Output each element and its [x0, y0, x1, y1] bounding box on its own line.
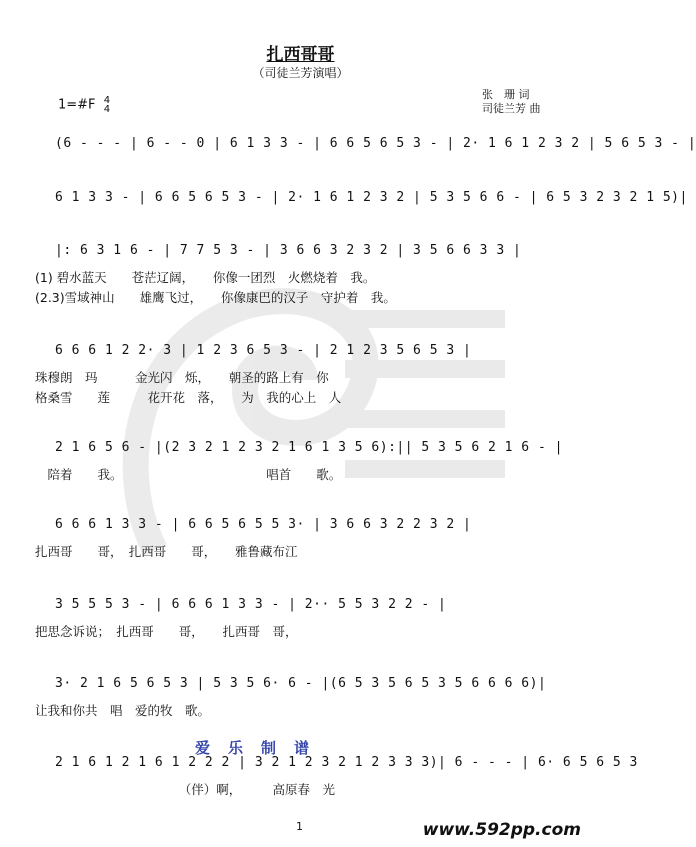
time-denominator: 4	[103, 104, 111, 115]
composer-credit: 司徒兰芳 曲	[482, 102, 541, 115]
lyric-line: 格桑雪 莲 花开花 落， 为 我的心上 人	[35, 390, 342, 405]
notation-row: 6 6 6 1 3 3 - | 6 6 5 6 5 5 3· | 3 6 6 3 2 2 3 2 |	[55, 517, 472, 532]
notation-row: 3· 2 1 6 5 6 5 3 | 5 3 5 6· 6 - |(6 5 3 5 6 5 3 5 6 6 6 6)|	[55, 676, 547, 691]
time-numerator: 4	[103, 95, 111, 106]
notation-row: |: 6 3 1 6 - | 7 7 5 3 - | 3 6 6 3 2 3 2 | 3 5 6 6 3 3 |	[55, 243, 522, 258]
lyric-line: 陪着 我。 唱首 歌。	[35, 467, 342, 482]
lyric-line: 扎西哥 哥， 扎西哥 哥， 雅鲁藏布江	[35, 544, 298, 559]
notation-row: 2 1 6 5 6 - |(2 3 2 1 2 3 2 1 6 1 3 5 6):|| 5 3 5 6 2 1 6 - |	[55, 440, 563, 455]
lyric-line: 把思念诉说； 扎西哥 哥， 扎西哥 哥，	[35, 624, 298, 639]
song-title: 扎西哥哥	[266, 45, 335, 65]
performer-subtitle: （司徒兰芳演唱）	[252, 66, 349, 80]
lyric-line: （伴）啊， 高原春 光	[35, 782, 336, 797]
lyric-line: (1) 碧水蓝天 苍茫辽阔， 你像一团烈 火燃烧着 我。	[35, 270, 376, 285]
website-watermark: www.592pp.com	[422, 820, 581, 840]
key-label: 1=#F	[58, 97, 96, 113]
notation-row: 3 5 5 5 3 - | 6 6 6 1 3 3 - | 2·· 5 5 3 2 2 - |	[55, 597, 447, 612]
page-number: 1	[296, 820, 303, 833]
lyric-line: 让我和你共 唱 爱的牧 歌。	[35, 703, 211, 718]
notation-row: (6 - - - | 6 - - 0 | 6 1 3 3 - | 6 6 5 6 5 3 - | 2· 1 6 1 2 3 2 | 5 6 5 3 - |	[55, 136, 696, 151]
time-signature	[104, 96, 110, 114]
key-signature	[58, 96, 110, 114]
notation-row: 2 1 6 1 2 1 6 1 2 2 2 | 3 2 1 2 3 2 1 2 3 3 3)| 6 - - - | 6· 6 5 6 5 3	[55, 755, 638, 770]
lyric-line: (2.3)雪域神山 雄鹰飞过， 你像康巴的汉子 守护着 我。	[35, 290, 396, 305]
lyricist-credit: 张 珊 词	[482, 88, 530, 101]
notation-row: 6 6 6 1 2 2· 3 | 1 2 3 6 5 3 - | 2 1 2 3 5 6 5 3 |	[55, 343, 472, 358]
lyric-line: 珠穆朗 玛 金光闪 烁， 朝圣的路上有 你	[35, 370, 329, 385]
publisher-logo: 爱乐制谱	[195, 739, 328, 757]
notation-row: 6 1 3 3 - | 6 6 5 6 5 3 - | 2· 1 6 1 2 3 2 | 5 3 5 6 6 - | 6 5 3 2 3 2 1 5)|	[55, 190, 688, 205]
